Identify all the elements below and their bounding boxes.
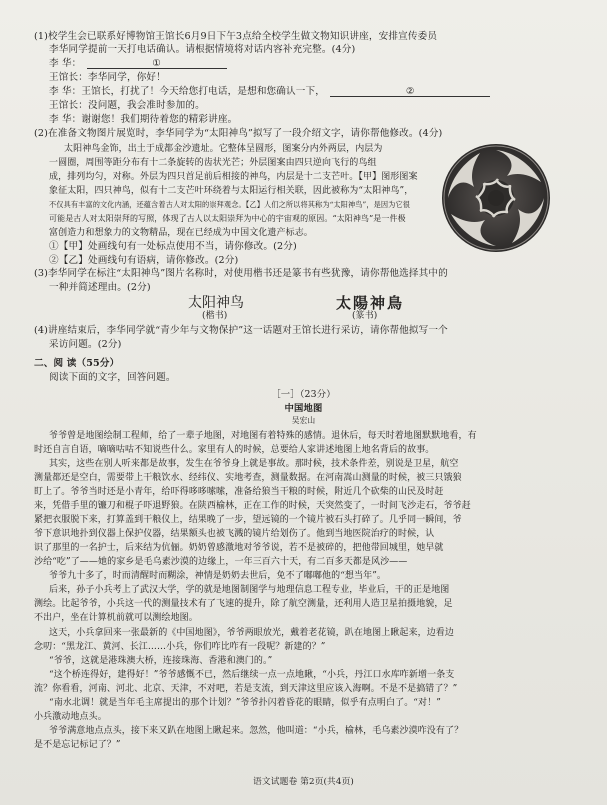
article-line-20: “南水北调！就是当年毛主席提出的那个计划？”爷爷扑闪着昏花的眼睛，似乎有点明白了。“对！” (49, 698, 441, 708)
q1-dialogue-5: 李 华：谢谢您！我们期待着您的精彩讲座。 (49, 114, 238, 125)
q1-line-2: 李华同学提前一天打电话确认。请根据情境将对话内容补充完整。(4分) (49, 44, 356, 55)
part-1-heading: ［一］（23分） (271, 389, 336, 400)
answer-blank-1[interactable] (87, 58, 227, 69)
q3-line-2: 一种并简述理由。(2分) (49, 282, 151, 293)
q1-dialogue-3 (49, 86, 492, 98)
article-author: 吴宏山 (291, 416, 316, 425)
article-line-23: 是不是忘记标记了？” (34, 740, 121, 750)
article-line-8: 爷下意识地扑到仪器上保护仪器，结果额头也被飞溅的镜片给划伤了。他到当地医院治疗的时候，认 (34, 529, 435, 539)
article-line-16: 念叨：“黑龙江、黄河、长江……小兵，你们咋比咋有一段呢？新建的？” (34, 642, 326, 652)
article-line-6: 来，凭借手里的镰刀和棍子吓退野狼。在陕西榆林，正在工作的时候，天突然变了，一时间飞沙走石，爷爷赶 (34, 501, 471, 511)
q1-dialogue-2: 王馆长：李华同学，你好！ (49, 72, 166, 83)
article-line-14: 不出户，坐在计算机前就可以测绘地图。 (34, 613, 198, 623)
q2-para-7: 富创造力和想象力的文物精品，现在已经成为中国文化遗产标志。 (49, 228, 313, 238)
article-line-10: 沙给“吃”了——她的家乡是毛乌素沙漠的边缘上，一年三百六十天，有二百多天都是风沙—— (34, 557, 408, 567)
q1-dialogue-1 (49, 58, 229, 70)
q2-sub-a: ①【甲】处画线句有一处标点使用不当，请你修改。(2分) (49, 241, 297, 252)
answer-blank-2[interactable] (330, 86, 490, 97)
q2-para-1: 太阳神鸟金饰，出土于成都金沙遗址。它整体呈圆形，图案分内外两层，内层为 (64, 144, 383, 154)
zhuanshu-sample: 太陽神鳥 (336, 294, 405, 312)
blank-number-1: ① (152, 58, 162, 69)
q2-para-6: 可能是古人对太阳崇拜的写照，体现了古人以太阳崇拜为中心的宇宙观的原因。“太阳神鸟”是一件极 (49, 214, 406, 223)
q2-para-3: 成，排列均匀，对称。外层为四只首足前后相接的神鸟，内层是十二支芒叶。【甲】图形图案 (49, 172, 418, 182)
section-2-title: 二、阅 读（55分） (34, 358, 120, 369)
q2-sub-b: ②【乙】处画线句有语病，请你修改。(2分) (49, 255, 239, 266)
article-line-12: 后来，孙子小兵考上了武汉大学，学的就是地图制图学与地理信息工程专业，毕业后，干的正是地图 (49, 585, 450, 595)
article-line-7: 紧把衣服脱下来，打算盖到干粮仪上，结果晚了一步，望远镜的一个镜片被石头打碎了。几乎同一瞬间，爷 (34, 515, 462, 525)
dialogue-3-text: 李 华：王馆长，打扰了！今天给您打电话，是想和您确认一下， (49, 86, 326, 97)
article-line-9: 识了那里的一名护士，后来结为伉俪。奶奶曾感激地对爷爷说，若不是被碎的，把他带回城里，她早就 (34, 543, 444, 553)
section-2-intro: 阅读下面的文字，回答问题。 (49, 372, 176, 383)
page-footer: 语文试题卷 第2页(共4页) (253, 777, 354, 787)
article-line-18: “这个桥连得好，建得好！”爷爷感慨不已，然后继续一点一点地瞅，“小兵，丹江口水库咋新增一条支 (49, 670, 455, 680)
q4-line-2: 采访问题。(2分) (49, 339, 122, 350)
sun-bird-emblem-image (437, 142, 555, 254)
article-title: 中国地图 (284, 403, 323, 414)
article-line-11: 爷爷九十多了，时而清醒时而糊涂，神情是奶奶去世后，免不了嘟嘟他的“想当年”。 (49, 571, 387, 581)
article-line-17: “爷爷，这就是港珠澳大桥，连接珠海、香港和澳门的。” (49, 656, 273, 666)
article-line-5: 盯上了。爷爷当时还是小青年，给吓得哆哆嗦嗦，准备给狼当干粮的时候，附近几个砍柴的山民及时赶 (34, 487, 444, 497)
article-line-15: 这天，小兵拿回来一张最新的《中国地图》，爷爷两眼放光，戴着老花镜，趴在地图上瞅起来，边看边 (49, 628, 455, 638)
q2-para-4: 象征太阳，四只神鸟，似有十二支芒叶环绕着与太阳运行相关联，因此被称为“太阳神鸟”， (49, 186, 414, 196)
q3-line-1: (3)李华同学在标注“太阳神鸟”图片名称时，对使用楷书还是篆书有些犹豫，请你帮他选择其中的 (34, 268, 448, 279)
article-line-19: 流？你看看，河南、河北、北京、天津，不对吧，若是支流，到天津这里应该入海啊。不是不是搞错了？” (34, 684, 458, 694)
blank-number-2: ② (405, 86, 415, 97)
q1-dialogue-4: 王馆长：没问题，我会准时参加的。 (49, 100, 205, 111)
kaishu-sample: 太阳神鸟 (188, 295, 244, 311)
q2-line-1: (2)在准备文物图片展览时，李华同学为“太阳神鸟”拟写了一段介绍文字，请你帮他修改。(4分) (34, 128, 443, 139)
q1-line-1: (1)校学生会已联系好博物馆王馆长6月9日下午3点给全校学生做文物知识讲座，安排宣传委员 (34, 31, 438, 42)
q2-para-2: 一圆圈，周围等距分布有十二条旋转的齿状光芒；外层图案由四只逆向飞行的鸟组 (49, 158, 377, 168)
article-line-22: 爷爷满意地点点头，接下来又趴在地图上瞅起来。忽然，他叫道：“小兵，榆林，毛乌素沙漠咋没有了？ (49, 726, 464, 736)
article-line-21: 小兵激动地点头。 (34, 712, 107, 722)
article-line-13: 测绘。比起爷爷，小兵这一代的测量技术有了飞速的提升，除了航空测量，还利用人造卫星拍摄地貌，足 (34, 599, 453, 609)
article-line-3: 其实，这些在别人听来都是故事，发生在爷爷身上就是事故。那时候，技术条件差，别说是卫星，航空 (49, 459, 459, 469)
speaker-lihua: 李 华： (49, 58, 82, 69)
zhuanshu-label: (篆书) (352, 311, 378, 321)
article-line-4: 测量都还是空白，需要带上干粮饮水、经纬仪、实地考查，测量数据。在河南嵩山测量的时候，被三只饿狼 (34, 473, 462, 483)
q4-line-1: (4)讲座结束后，李华同学就“青少年与文物保护”这一话题对王馆长进行采访，请你帮他拟写一个 (34, 325, 448, 336)
article-line-2: 时还自言自语，嘀嘀咕咕不知说些什么。家里有人的时候，总要给人家讲述地图上地名背后的故事。 (34, 445, 435, 455)
q2-para-5: 不仅具有丰富的文化内涵，还蕴含着古人对太阳的崇拜观念。【乙】人们之所以将其称为“太阳神鸟”，是因为它很 (49, 200, 411, 209)
kaishu-label: (楷书) (202, 311, 228, 321)
article-line-1: 爷爷曾是地图绘制工程师，给了一辈子地图，对地图有着特殊的感情。退休后，每天时着地图默默地看，有 (49, 431, 477, 441)
